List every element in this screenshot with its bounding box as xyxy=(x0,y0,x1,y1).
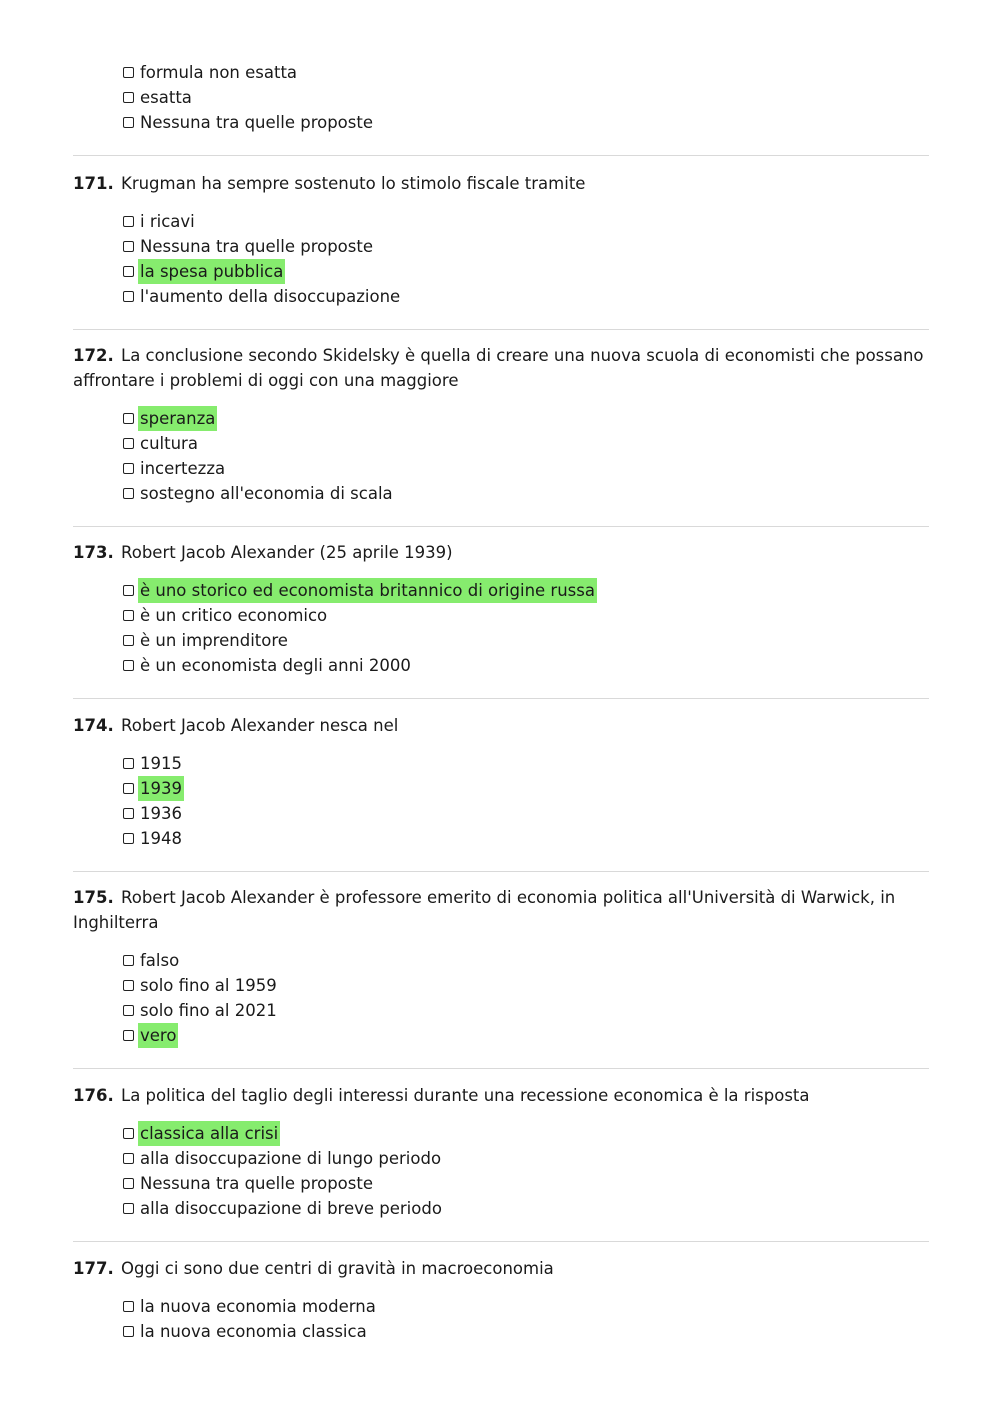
question-text xyxy=(73,713,929,738)
option-item[interactable] xyxy=(123,234,929,259)
checkbox-icon[interactable] xyxy=(123,117,134,128)
option-label: Nessuna tra quelle proposte xyxy=(140,113,373,132)
checkbox-icon[interactable] xyxy=(123,610,134,621)
question-body: Robert Jacob Alexander è professore emerito di economia politica all'Università di Warwick, in Inghilterra xyxy=(73,888,896,932)
option-label: incertezza xyxy=(140,459,226,478)
checkbox-icon[interactable] xyxy=(123,833,134,844)
option-label: i ricavi xyxy=(140,212,195,231)
divider xyxy=(73,698,929,699)
divider xyxy=(73,871,929,872)
checkbox-icon[interactable] xyxy=(123,488,134,499)
option-item[interactable] xyxy=(123,1171,929,1196)
question-body: Robert Jacob Alexander nesca nel xyxy=(121,716,399,735)
checkbox-icon[interactable] xyxy=(123,1005,134,1016)
option-item[interactable] xyxy=(123,85,929,110)
question-text xyxy=(73,171,929,196)
question-number: 174. xyxy=(73,716,114,735)
checkbox-icon[interactable] xyxy=(123,783,134,794)
option-item[interactable] xyxy=(123,1196,929,1221)
option-item[interactable] xyxy=(123,1146,929,1171)
option-item[interactable] xyxy=(123,973,929,998)
checkbox-icon[interactable] xyxy=(123,291,134,302)
divider xyxy=(73,526,929,527)
checkbox-icon[interactable] xyxy=(123,216,134,227)
option-label-correct: è uno storico ed economista britannico di origine russa xyxy=(138,578,597,603)
option-label-correct: classica alla crisi xyxy=(138,1121,280,1146)
option-label: è un critico economico xyxy=(140,606,328,625)
option-label: la nuova economia moderna xyxy=(140,1297,376,1316)
option-item[interactable] xyxy=(123,628,929,653)
options-list xyxy=(73,209,929,309)
checkbox-icon[interactable] xyxy=(123,660,134,671)
checkbox-icon[interactable] xyxy=(123,266,134,277)
option-label: formula non esatta xyxy=(140,63,298,82)
option-item[interactable] xyxy=(123,1121,929,1146)
question-body: La politica del taglio degli interessi durante una recessione economica è la risposta xyxy=(121,1086,810,1105)
option-item[interactable] xyxy=(123,801,929,826)
question-number: 171. xyxy=(73,174,114,193)
option-item[interactable] xyxy=(123,603,929,628)
question-text xyxy=(73,1256,929,1281)
option-item[interactable] xyxy=(123,284,929,309)
options-list xyxy=(73,578,929,678)
option-label: solo fino al 1959 xyxy=(140,976,277,995)
question-block xyxy=(73,343,929,506)
checkbox-icon[interactable] xyxy=(123,241,134,252)
option-item[interactable] xyxy=(123,209,929,234)
checkbox-icon[interactable] xyxy=(123,585,134,596)
checkbox-icon[interactable] xyxy=(123,758,134,769)
checkbox-icon[interactable] xyxy=(123,1301,134,1312)
question-text xyxy=(73,540,929,565)
question-block xyxy=(73,1256,929,1344)
options-list xyxy=(73,60,929,135)
question-text xyxy=(73,885,929,935)
checkbox-icon[interactable] xyxy=(123,92,134,103)
checkbox-icon[interactable] xyxy=(123,980,134,991)
checkbox-icon[interactable] xyxy=(123,1203,134,1214)
option-item[interactable] xyxy=(123,653,929,678)
question-body: La conclusione secondo Skidelsky è quella di creare una nuova scuola di economisti che possano affrontare i problemi di oggi con una maggiore xyxy=(73,346,924,390)
option-label: Nessuna tra quelle proposte xyxy=(140,237,373,256)
divider xyxy=(73,155,929,156)
option-item[interactable] xyxy=(123,948,929,973)
question-body: Robert Jacob Alexander (25 aprile 1939) xyxy=(121,543,453,562)
checkbox-icon[interactable] xyxy=(123,1128,134,1139)
option-label: 1915 xyxy=(140,754,182,773)
option-item[interactable] xyxy=(123,110,929,135)
option-item[interactable] xyxy=(123,259,929,284)
question-number: 172. xyxy=(73,346,114,365)
option-item[interactable] xyxy=(123,998,929,1023)
options-list xyxy=(73,406,929,506)
question-text xyxy=(73,343,929,393)
option-item[interactable] xyxy=(123,60,929,85)
option-label: alla disoccupazione di breve periodo xyxy=(140,1199,442,1218)
option-item[interactable] xyxy=(123,1294,929,1319)
option-label-correct: la spesa pubblica xyxy=(138,259,285,284)
checkbox-icon[interactable] xyxy=(123,1326,134,1337)
option-item[interactable] xyxy=(123,456,929,481)
question-number: 175. xyxy=(73,888,114,907)
option-label: è un economista degli anni 2000 xyxy=(140,656,411,675)
checkbox-icon[interactable] xyxy=(123,1178,134,1189)
option-label: sostegno all'economia di scala xyxy=(140,484,393,503)
question-text xyxy=(73,1083,929,1108)
divider xyxy=(73,1068,929,1069)
option-item[interactable] xyxy=(123,1319,929,1344)
checkbox-icon[interactable] xyxy=(123,67,134,78)
options-list xyxy=(73,948,929,1048)
option-item[interactable] xyxy=(123,481,929,506)
question-block xyxy=(73,885,929,1048)
option-item[interactable] xyxy=(123,406,929,431)
checkbox-icon[interactable] xyxy=(123,955,134,966)
options-list xyxy=(73,751,929,851)
divider xyxy=(73,1241,929,1242)
option-label: esatta xyxy=(140,88,192,107)
question-body: Oggi ci sono due centri di gravità in macroeconomia xyxy=(121,1259,554,1278)
option-item[interactable] xyxy=(123,431,929,456)
option-label: alla disoccupazione di lungo periodo xyxy=(140,1149,442,1168)
option-item[interactable] xyxy=(123,1023,929,1048)
checkbox-icon[interactable] xyxy=(123,413,134,424)
question-block xyxy=(73,540,929,678)
question-number: 176. xyxy=(73,1086,114,1105)
option-label: l'aumento della disoccupazione xyxy=(140,287,401,306)
option-item[interactable] xyxy=(123,776,929,801)
question-block xyxy=(73,713,929,851)
option-label: 1936 xyxy=(140,804,182,823)
option-label: è un imprenditore xyxy=(140,631,288,650)
option-label-correct: vero xyxy=(138,1023,178,1048)
option-item[interactable] xyxy=(123,826,929,851)
option-label: cultura xyxy=(140,434,198,453)
option-label: falso xyxy=(140,951,180,970)
question-number: 173. xyxy=(73,543,114,562)
option-label: 1948 xyxy=(140,829,182,848)
question-number: 177. xyxy=(73,1259,114,1278)
checkbox-icon[interactable] xyxy=(123,438,134,449)
checkbox-icon[interactable] xyxy=(123,1153,134,1164)
option-label-correct: 1939 xyxy=(138,776,184,801)
option-label: Nessuna tra quelle proposte xyxy=(140,1174,373,1193)
quiz-page xyxy=(73,0,929,1344)
checkbox-icon[interactable] xyxy=(123,463,134,474)
option-label: la nuova economia classica xyxy=(140,1322,367,1341)
question-block xyxy=(73,171,929,309)
checkbox-icon[interactable] xyxy=(123,1030,134,1041)
divider xyxy=(73,329,929,330)
options-list xyxy=(73,1294,929,1344)
question-block xyxy=(73,1083,929,1221)
option-item[interactable] xyxy=(123,751,929,776)
question-body: Krugman ha sempre sostenuto lo stimolo fiscale tramite xyxy=(121,174,586,193)
checkbox-icon[interactable] xyxy=(123,808,134,819)
option-label: solo fino al 2021 xyxy=(140,1001,277,1020)
options-list xyxy=(73,1121,929,1221)
option-label-correct: speranza xyxy=(138,406,217,431)
option-item[interactable] xyxy=(123,578,929,603)
checkbox-icon[interactable] xyxy=(123,635,134,646)
